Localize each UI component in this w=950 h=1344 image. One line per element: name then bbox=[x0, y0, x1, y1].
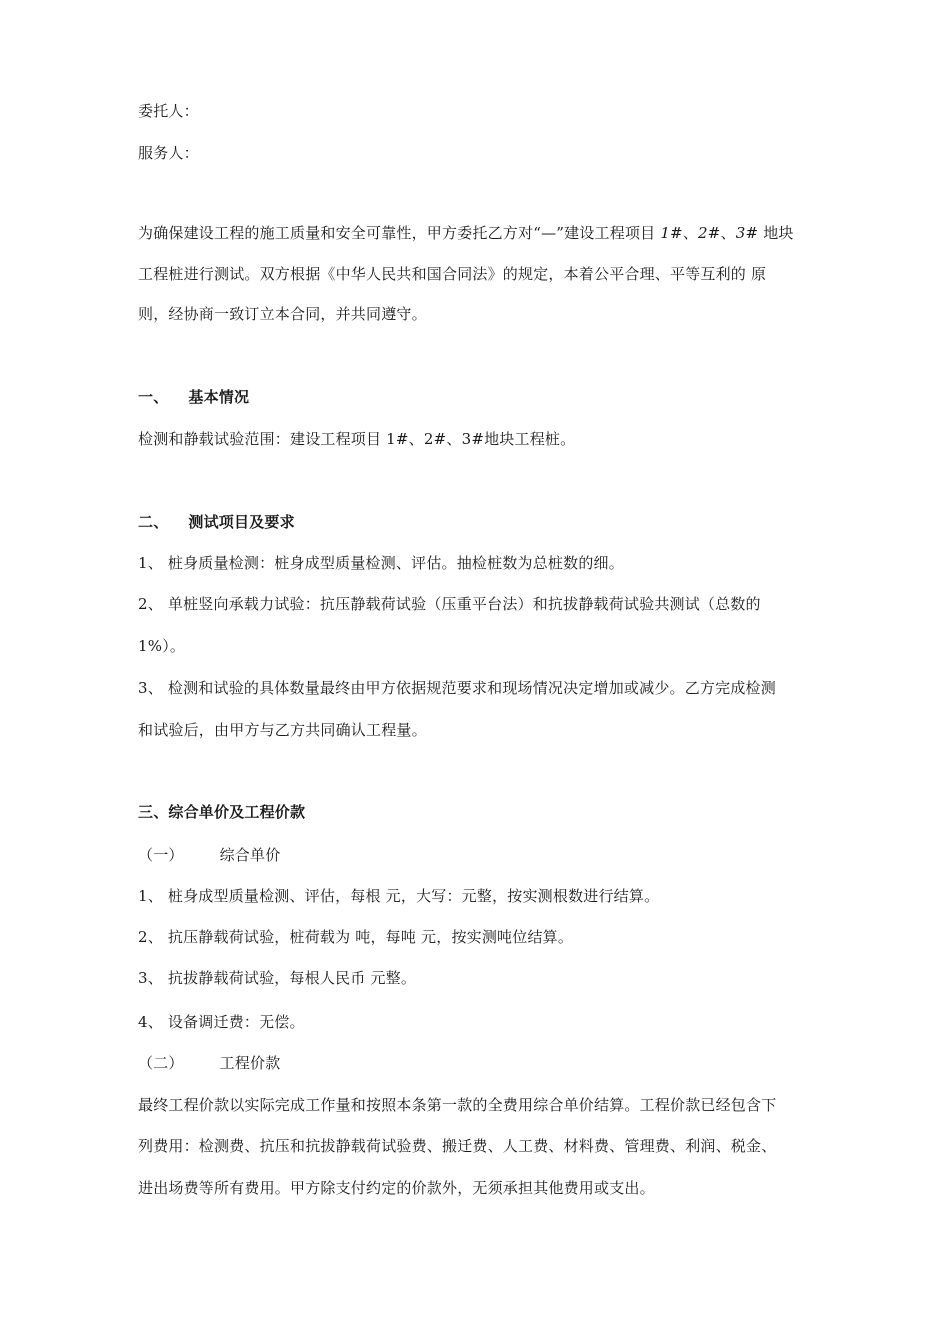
section-2-item-3-line-1: 3、 检测和试验的具体数量最终由甲方依据规范要求和现场情况决定增加或减少。乙方完成检测 bbox=[138, 679, 776, 697]
price-item-1: 1、 桩身成型质量检测、评估，每根 元，大写：元整，按实测根数进行结算。 bbox=[138, 887, 660, 905]
final-price-line-2: 列费用：检测费、抗压和抗拔静载荷试验费、搬迁费、人工费、材料费、管理费、利润、税金、 bbox=[138, 1137, 777, 1155]
section-2-number: 二、 bbox=[138, 513, 169, 531]
final-price-line-3: 进出场费等所有费用。甲方除支付约定的价款外，无须承担其他费用或支出。 bbox=[138, 1179, 655, 1197]
intro-plot-2: 2# bbox=[698, 224, 721, 242]
intro-line-3: 则，经协商一致订立本合同，并共同遵守。 bbox=[138, 305, 427, 323]
price-item-3: 3、 抗拔静载荷试验，每根人民币 元整。 bbox=[138, 969, 417, 987]
section-1-body: 检测和静载试验范围：建设工程项目 1#、2#、3#地块工程桩。 bbox=[138, 430, 576, 448]
section-1-number: 一、 bbox=[138, 388, 169, 406]
section-2-item-3-line-2: 和试验后，由甲方与乙方共同确认工程量。 bbox=[138, 721, 427, 739]
sub-2-number: （二） bbox=[138, 1054, 184, 1072]
intro-plot-1: 1# bbox=[660, 224, 683, 242]
section-2-title: 测试项目及要求 bbox=[188, 513, 295, 531]
intro-line-2: 工程桩进行测试。双方根据《中华人民共和国合同法》的规定，本着公平合理、平等互利的 原 bbox=[138, 265, 767, 283]
intro-sep-2: 、 bbox=[720, 224, 736, 242]
section-1-title: 基本情况 bbox=[188, 388, 250, 406]
sub-2-title: 工程价款 bbox=[219, 1054, 281, 1072]
section-2-item-2-line-2: 1%）。 bbox=[138, 637, 186, 655]
price-item-2: 2、 抗压静载荷试验，桩荷载为 吨，每吨 元，按实测吨位结算。 bbox=[138, 928, 574, 946]
section-3-sub-2 bbox=[138, 1053, 280, 1073]
intro-text-a: 为确保建设工程的施工质量和安全可靠性，甲方委托乙方对“—”建设工程项目 bbox=[138, 224, 656, 242]
intro-plot-3: 3# bbox=[735, 224, 759, 242]
section-3-sub-1 bbox=[138, 845, 280, 865]
sub-1-title: 综合单价 bbox=[219, 846, 281, 864]
section-2-item-2-line-1: 2、 单桩竖向承载力试验：抗压静载荷试验（压重平台法）和抗拔静载荷试验共测试（总数的 bbox=[138, 595, 761, 613]
price-item-4: 4、 设备调迁费：无偿。 bbox=[138, 1013, 305, 1031]
section-2-heading bbox=[138, 512, 295, 532]
section-1-heading bbox=[138, 387, 249, 407]
intro-text-b: 地块 bbox=[758, 224, 794, 242]
provider-label: 服务人： bbox=[138, 144, 199, 162]
final-price-line-1: 最终工程价款以实际完成工作量和按照本条第一款的全费用综合单价结算。工程价款已经包含下 bbox=[138, 1096, 777, 1114]
intro-line-1 bbox=[138, 223, 794, 243]
sub-1-number: （一） bbox=[138, 846, 184, 864]
section-3-heading: 三、综合单价及工程价款 bbox=[138, 803, 306, 821]
client-label: 委托人： bbox=[138, 102, 199, 120]
section-2-item-1: 1、 桩身质量检测：桩身成型质量检测、评估。抽检桩数为总桩数的细。 bbox=[138, 554, 624, 572]
intro-sep-1: 、 bbox=[682, 224, 699, 242]
